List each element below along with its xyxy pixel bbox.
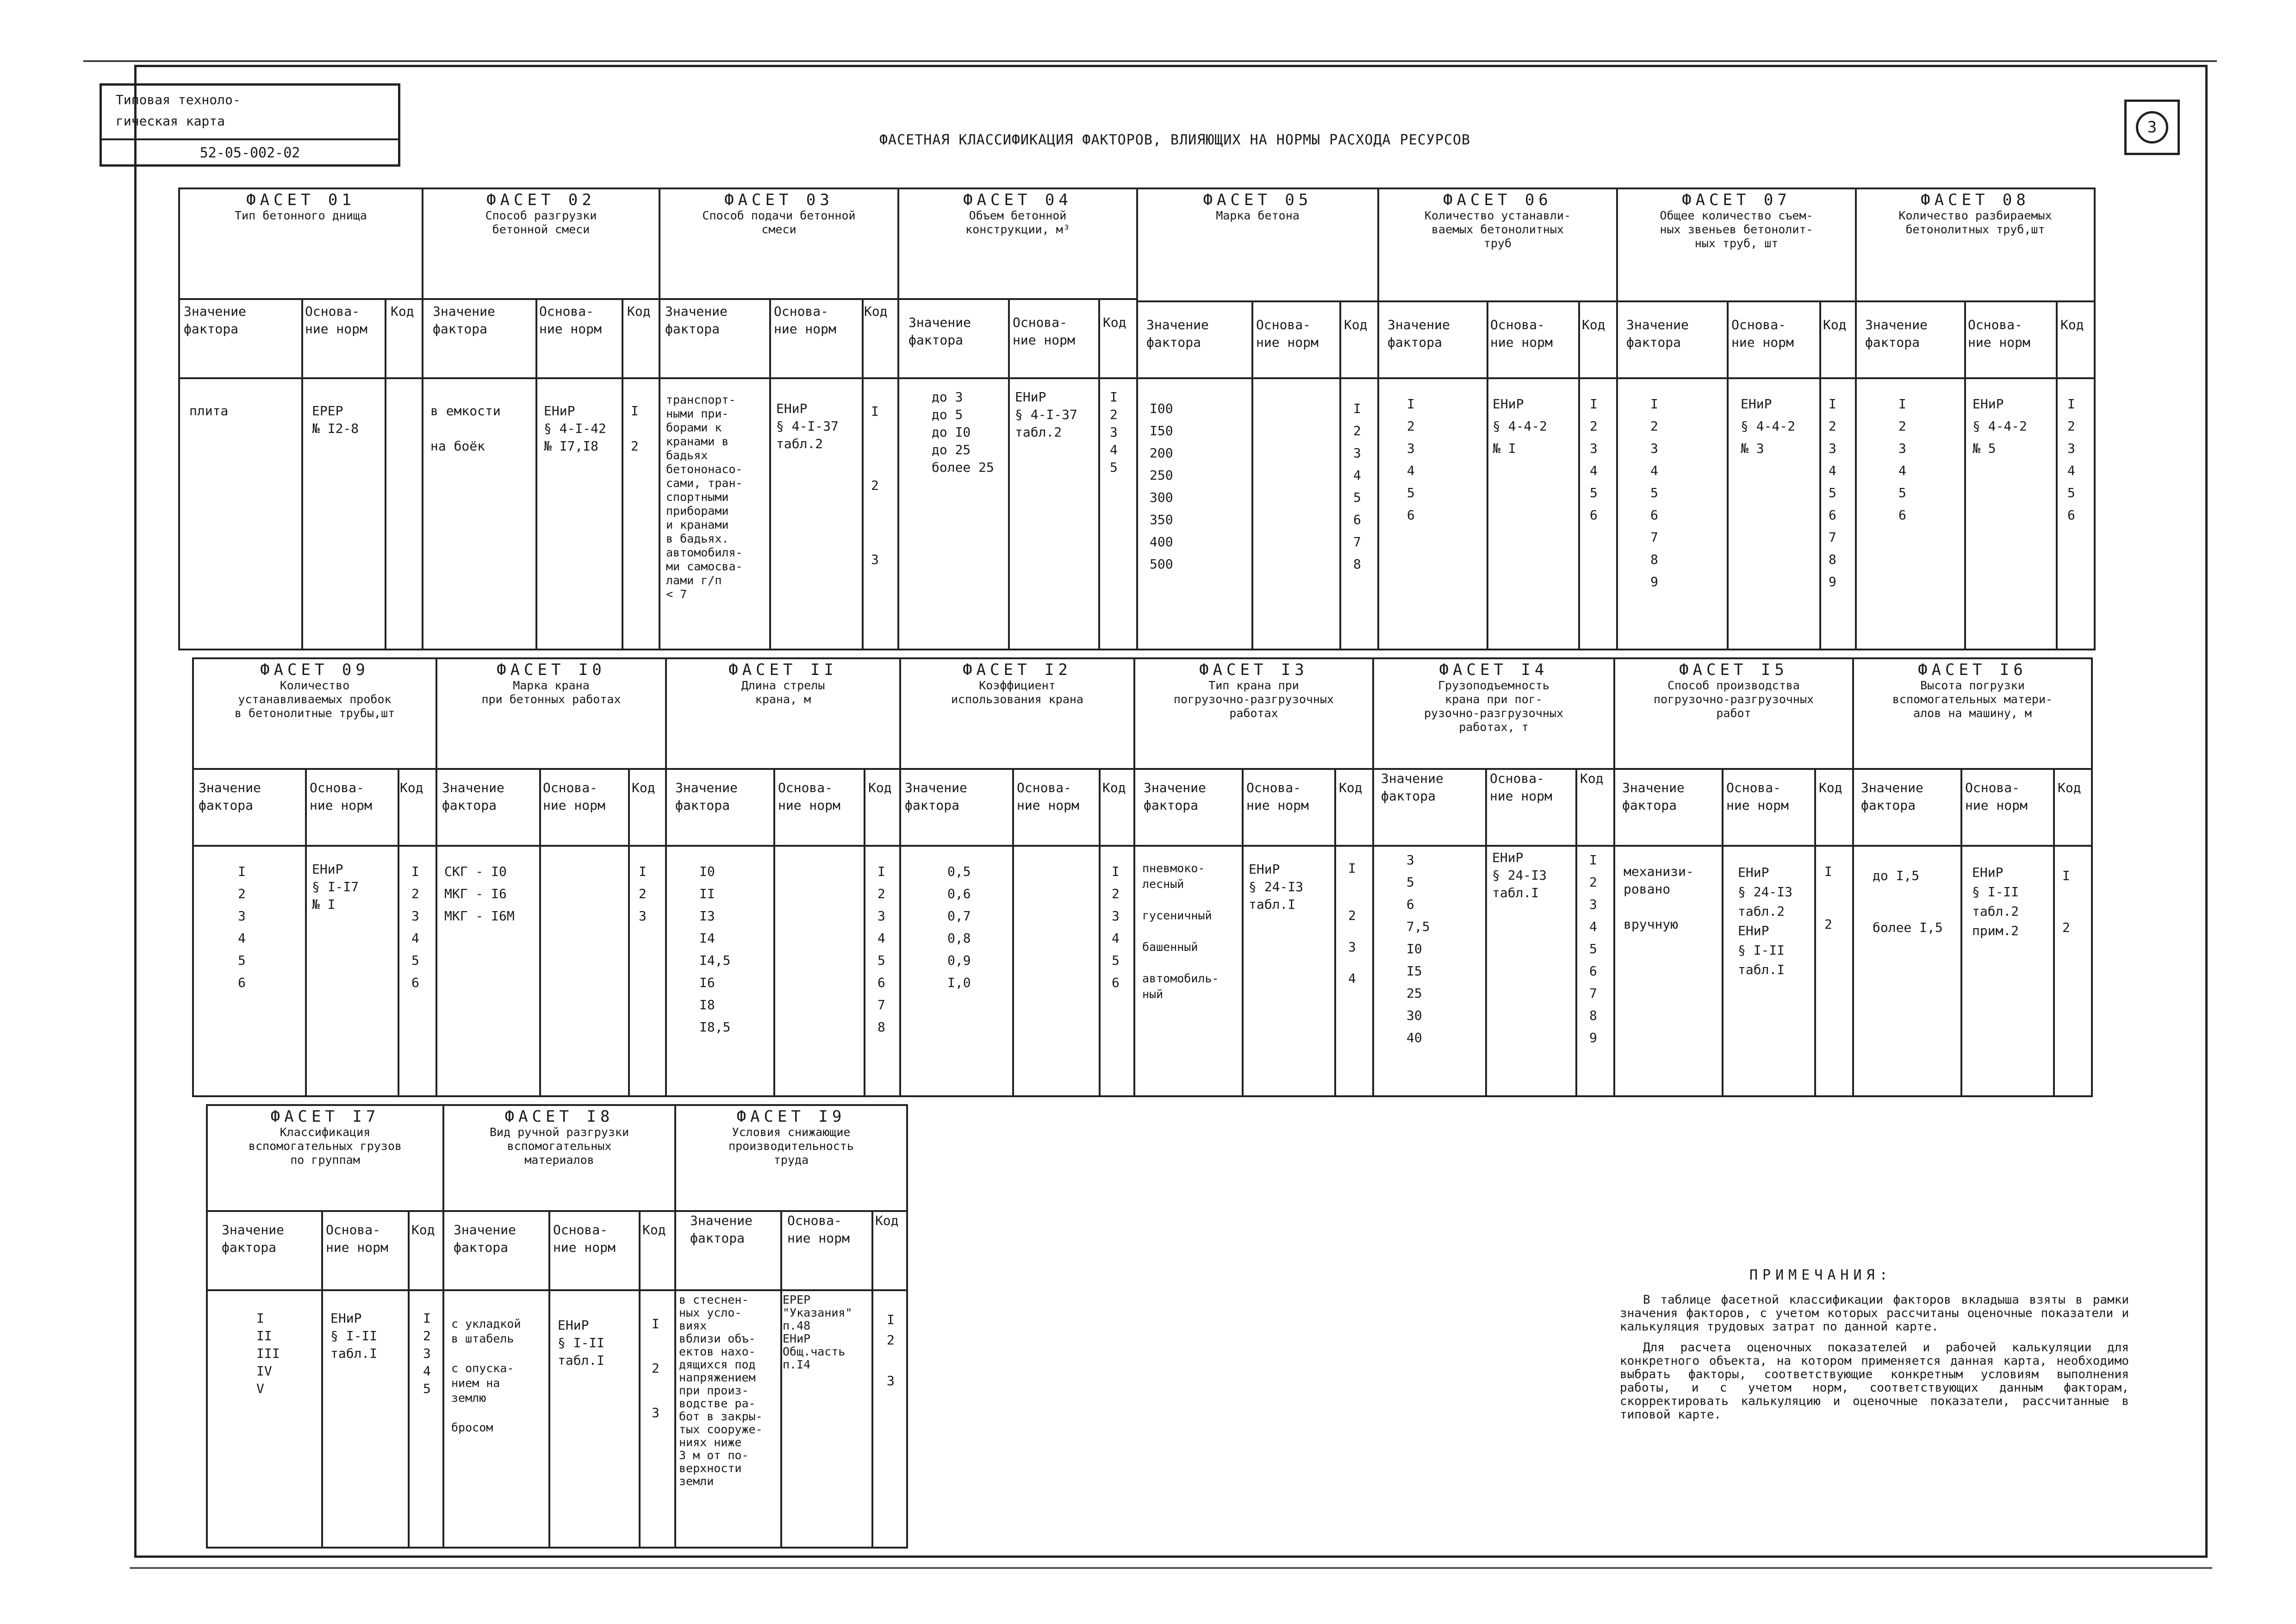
factor-values: транспорт- ными при- борами к кранами в бадьях бетононасо- сами, тран- спортными приборами и кранами в бадьях. автомобиля- ми самосва- лами г/п < 7 bbox=[666, 393, 743, 601]
facet-name: ФАСЕТ 07 bbox=[1682, 191, 1791, 209]
facet-header bbox=[901, 659, 1133, 706]
col-code: Код bbox=[1819, 780, 1842, 795]
facet-13 bbox=[1133, 657, 1374, 1097]
col-basis: Основа- ние норм bbox=[310, 780, 372, 813]
col-value: Значение фактора bbox=[1865, 317, 1928, 350]
facet-11 bbox=[665, 657, 901, 1097]
facet-name: ФАСЕТ I4 bbox=[1439, 661, 1549, 679]
norm-basis: ЕНиР § 4-I-42 № I7,I8 bbox=[544, 403, 606, 454]
facet-name: ФАСЕТ 01 bbox=[246, 191, 355, 209]
column-header-row bbox=[1615, 768, 1852, 847]
col-code: Код bbox=[627, 304, 651, 319]
factor-values: 3 5 6 7,5 I0 I5 25 30 40 bbox=[1406, 852, 1430, 1045]
col-code: Код bbox=[868, 780, 892, 795]
col-code: Код bbox=[864, 304, 888, 319]
facet-name: ФАСЕТ I8 bbox=[504, 1107, 614, 1126]
facet-name: ФАСЕТ I9 bbox=[736, 1107, 846, 1126]
norm-basis: ЕНиР § I-II табл.I bbox=[330, 1311, 378, 1361]
codes: I 2 3 bbox=[639, 864, 647, 924]
col-value: Значение фактора bbox=[1622, 780, 1685, 813]
col-value: Значение фактора bbox=[433, 304, 495, 337]
column-header-row bbox=[437, 768, 665, 847]
col-basis: Основа- ние норм bbox=[774, 304, 836, 337]
factor-values: плита bbox=[189, 403, 229, 418]
facet-15 bbox=[1613, 657, 1854, 1097]
col-basis: Основа- ние норм bbox=[1246, 780, 1309, 813]
norm-basis: ЕНиР § 4-4-2 № 3 bbox=[1741, 396, 1796, 456]
stamp-title bbox=[102, 86, 398, 140]
codes: I 2 bbox=[2062, 868, 2070, 935]
codes: I 2 3 bbox=[887, 1312, 895, 1388]
facet-header bbox=[676, 1106, 906, 1167]
facet-name: ФАСЕТ 05 bbox=[1203, 191, 1313, 209]
facet-header bbox=[1135, 659, 1372, 720]
stamp-code: 52-05-002-02 bbox=[199, 145, 300, 161]
col-value: Значение фактора bbox=[1626, 317, 1689, 350]
factor-values: в емкости на боёк bbox=[430, 403, 501, 454]
facet-header bbox=[444, 1106, 674, 1167]
facet-header bbox=[423, 189, 659, 237]
col-basis: Основа- ние норм bbox=[1256, 317, 1319, 350]
facet-header bbox=[667, 659, 899, 706]
facet-header bbox=[1379, 189, 1616, 250]
facet-header bbox=[1374, 659, 1613, 734]
facet-subtitle: Грузоподъемность крана при пог- рузочно-разгрузочных работах, т bbox=[1424, 679, 1564, 734]
facet-16 bbox=[1852, 657, 2093, 1097]
facet-name: ФАСЕТ II bbox=[728, 661, 838, 679]
norm-basis: ЕНиР § I-II табл.2 прим.2 bbox=[1972, 865, 2019, 938]
col-basis: Основа- ние норм bbox=[787, 1213, 850, 1246]
column-header-row bbox=[1854, 768, 2091, 847]
facet-subtitle: Коэффициент использования крана bbox=[951, 679, 1083, 706]
facet-header bbox=[1615, 659, 1852, 720]
facet-subtitle: Тип бетонного днища bbox=[235, 209, 367, 222]
facet-header bbox=[208, 1106, 442, 1167]
codes: I 2 3 4 5 bbox=[1110, 389, 1118, 475]
facet-subtitle: Способ подачи бетонной смеси bbox=[702, 209, 856, 236]
page-title: ФАСЕТНАЯ КЛАССИФИКАЦИЯ ФАКТОРОВ, ВЛИЯЮЩИХ НА НОРМЫ РАСХОДА РЕСУРСОВ bbox=[879, 132, 1471, 148]
factor-values: СКГ - I0 МКГ - I6 МКГ - I6М bbox=[444, 864, 515, 924]
facet-name: ФАСЕТ 04 bbox=[963, 191, 1072, 209]
facet-19 bbox=[674, 1104, 908, 1549]
col-code: Код bbox=[391, 304, 414, 319]
facet-name: ФАСЕТ I7 bbox=[270, 1107, 380, 1126]
facet-subtitle: Длина стрелы крана, м bbox=[741, 679, 825, 706]
col-code: Код bbox=[1580, 771, 1604, 786]
factor-values: пневмоко- лесный гусеничный башенный автомобиль- ный bbox=[1142, 862, 1219, 1001]
facet-name: ФАСЕТ I2 bbox=[963, 661, 1072, 679]
codes: I 2 bbox=[631, 403, 639, 454]
facet-01 bbox=[178, 187, 423, 650]
notes-paragraph-1: В таблице фасетной классификации факторов вкладыша взяты в рамки значения факторов, с учетом которых рассчитаны оценочные показатели и калькуляция трудовых затрат по данной карте. bbox=[1620, 1293, 2129, 1334]
norm-basis: ЕНиР § 24-I3 табл.I bbox=[1492, 850, 1547, 900]
facet-subtitle: Объем бетонной конструкции, м³ bbox=[965, 209, 1070, 236]
norm-basis: ЕНиР § I-I7 № I bbox=[312, 862, 359, 912]
col-basis: Основа- ние норм bbox=[1013, 315, 1075, 348]
column-header-row bbox=[208, 1210, 442, 1291]
codes: I 2 3 4 5 6 bbox=[1112, 864, 1120, 990]
factor-values: в стеснен- ных усло- виях вблизи объ- ектов нахо- дящихся под напряжением при произ- водстве ра- бот в закры- тых сооруже- ниях ниже 3 м от по- верхности земли bbox=[679, 1293, 763, 1488]
column-header-row bbox=[1374, 768, 1613, 847]
codes: I 2 3 4 5 6 7 8 9 bbox=[1589, 852, 1597, 1045]
facet-subtitle: Вид ручной разгрузки вспомогательных материалов bbox=[489, 1125, 629, 1167]
facet-subtitle: Марка бетона bbox=[1216, 209, 1300, 222]
facet-name: ФАСЕТ I6 bbox=[1918, 661, 2027, 679]
codes: I 2 3 4 5 bbox=[423, 1311, 431, 1396]
codes: I 2 3 bbox=[652, 1316, 660, 1420]
column-header-row bbox=[1138, 300, 1377, 379]
facet-name: ФАСЕТ 02 bbox=[486, 191, 596, 209]
norm-basis: ЕНиР § 4-4-2 № 5 bbox=[1972, 396, 2028, 456]
col-code: Код bbox=[400, 780, 423, 795]
codes: I 2 bbox=[1824, 864, 1832, 932]
col-basis: Основа- ние норм bbox=[1017, 780, 1079, 813]
factor-values: I 2 3 4 5 6 bbox=[238, 864, 246, 990]
facet-18 bbox=[442, 1104, 676, 1549]
codes: I 2 3 4 5 6 7 8 9 bbox=[1829, 396, 1836, 589]
facet-name: ФАСЕТ I5 bbox=[1679, 661, 1788, 679]
facet-header bbox=[437, 659, 665, 706]
norm-basis: ЕНиР § 24-I3 табл.2 ЕНиР § I-II табл.I bbox=[1738, 865, 1793, 977]
norm-basis: ЕНиР § 4-I-37 табл.2 bbox=[776, 401, 839, 451]
norm-basis: ЕНиР § 4-I-37 табл.2 bbox=[1015, 389, 1077, 440]
facet-header bbox=[899, 189, 1136, 237]
norm-basis: ЕНиР § 4-4-2 № I bbox=[1493, 396, 1548, 456]
facet-name: ФАСЕТ I0 bbox=[497, 661, 606, 679]
facet-04 bbox=[897, 187, 1138, 650]
col-basis: Основа- ние норм bbox=[1965, 780, 2028, 813]
col-code: Код bbox=[1339, 780, 1363, 795]
factor-values: 0,5 0,6 0,7 0,8 0,9 I,0 bbox=[947, 864, 971, 990]
facet-header bbox=[1857, 189, 2094, 237]
col-code: Код bbox=[2058, 780, 2081, 795]
norm-basis: ЕРЕР № I2-8 bbox=[312, 403, 359, 436]
facet-name: ФАСЕТ 09 bbox=[260, 661, 369, 679]
col-code: Код bbox=[1102, 780, 1126, 795]
facet-08 bbox=[1855, 187, 2096, 650]
facet-03 bbox=[659, 187, 899, 650]
stamp-block bbox=[100, 83, 400, 167]
factor-values: I 2 3 4 5 6 bbox=[1898, 396, 1906, 523]
col-code: Код bbox=[1582, 317, 1605, 332]
codes: I 2 3 4 5 6 bbox=[1590, 396, 1598, 523]
col-code: Код bbox=[875, 1213, 899, 1228]
stamp-line1: Типовая техноло- bbox=[116, 92, 241, 107]
norm-basis: ЕНиР § I-II табл.I bbox=[558, 1318, 605, 1368]
col-code: Код bbox=[2060, 317, 2084, 332]
facet-subtitle: Количество устанавливаемых пробок в бетонолитные трубы,шт bbox=[234, 679, 395, 720]
col-basis: Основа- ние норм bbox=[1490, 317, 1553, 350]
notes-block bbox=[1620, 1268, 2129, 1429]
col-code: Код bbox=[1103, 315, 1126, 330]
col-value: Значение фактора bbox=[199, 780, 261, 813]
facet-07 bbox=[1616, 187, 1857, 650]
facet-name: ФАСЕТ I3 bbox=[1199, 661, 1308, 679]
factor-values: I II III IV V bbox=[256, 1311, 280, 1396]
factor-values: с укладкой в штабель с опуска- нием на землю бросом bbox=[451, 1317, 521, 1434]
col-value: Значение фактора bbox=[222, 1222, 284, 1255]
col-basis: Основа- ние норм bbox=[543, 780, 605, 813]
col-value: Значение фактора bbox=[665, 304, 728, 337]
norm-basis: ЕРЕР "Указания" п.48 ЕНиР Общ.часть п.I4 bbox=[783, 1293, 852, 1371]
page-number-box bbox=[2124, 100, 2180, 155]
notes-heading: ПРИМЕЧАНИЯ: bbox=[1749, 1267, 1892, 1283]
facet-header bbox=[1138, 189, 1377, 223]
col-value: Значение фактора bbox=[1381, 771, 1444, 804]
codes: I 2 3 4 5 6 bbox=[411, 864, 419, 990]
facet-header bbox=[1854, 659, 2091, 720]
col-code: Код bbox=[1823, 317, 1847, 332]
facet-02 bbox=[422, 187, 660, 650]
page-number: 3 bbox=[2136, 111, 2168, 144]
facet-05 bbox=[1136, 187, 1379, 650]
facet-subtitle: Тип крана при погрузочно-разгрузочных работах bbox=[1173, 679, 1334, 720]
col-value: Значение фактора bbox=[908, 315, 971, 348]
col-basis: Основа- ние норм bbox=[1968, 317, 2030, 350]
col-code: Код bbox=[642, 1222, 666, 1237]
facet-14 bbox=[1372, 657, 1615, 1097]
col-value: Значение фактора bbox=[690, 1213, 753, 1246]
col-value: Значение фактора bbox=[1861, 780, 1923, 813]
column-header-row bbox=[1857, 300, 2094, 379]
notes-paragraph-2: Для расчета оценочных показателей и рабочей калькуляции для конкретного объекта, на котором применяется данная карта, необходимо выбрать факторы, соответствующие конкретным условиям выполнения работы, и с учетом норм, соответствующих данным факторам, скорректировать калькуляцию и оценочные показатели, рассчитанные в типовой карте. bbox=[1620, 1341, 2129, 1422]
col-value: Значение фактора bbox=[1146, 317, 1209, 350]
col-value: Значение фактора bbox=[1144, 780, 1206, 813]
col-basis: Основа- ние норм bbox=[1726, 780, 1789, 813]
col-value: Значение фактора bbox=[675, 780, 738, 813]
facet-subtitle: Условия снижающие производительность труда bbox=[728, 1125, 854, 1167]
factor-values: I0 II I3 I4 I4,5 I6 I8 I8,5 bbox=[699, 864, 731, 1035]
codes: I 2 3 4 5 6 7 8 bbox=[1353, 401, 1361, 572]
col-value: Значение фактора bbox=[184, 304, 246, 337]
factor-values: до I,5 более I,5 bbox=[1873, 868, 1943, 935]
col-basis: Основа- ние норм bbox=[1490, 771, 1552, 804]
top-rule bbox=[83, 60, 2217, 62]
facet-10 bbox=[436, 657, 667, 1097]
col-value: Значение фактора bbox=[454, 1222, 516, 1255]
facet-header bbox=[194, 659, 436, 720]
facet-name: ФАСЕТ 08 bbox=[1921, 191, 2030, 209]
col-value: Значение фактора bbox=[1388, 317, 1450, 350]
factor-values: I00 I50 200 250 300 350 400 500 bbox=[1150, 401, 1173, 572]
facet-name: ФАСЕТ 06 bbox=[1443, 191, 1552, 209]
col-value: Значение фактора bbox=[905, 780, 967, 813]
column-header-row bbox=[1379, 300, 1616, 379]
codes: I 2 3 bbox=[871, 404, 879, 567]
col-basis: Основа- ние норм bbox=[778, 780, 840, 813]
factor-values: до 3 до 5 до I0 до 25 более 25 bbox=[932, 389, 994, 475]
codes: I 2 3 4 5 6 bbox=[2067, 396, 2075, 523]
column-header-row bbox=[1135, 768, 1372, 847]
facet-12 bbox=[899, 657, 1135, 1097]
bottom-rule bbox=[130, 1567, 2212, 1569]
column-header-row bbox=[899, 298, 1136, 379]
facet-06 bbox=[1377, 187, 1618, 650]
facet-name: ФАСЕТ 03 bbox=[724, 191, 834, 209]
facet-subtitle: Марка крана при бетонных работах bbox=[481, 679, 621, 706]
facet-subtitle: Способ разгрузки бетонной смеси bbox=[485, 209, 597, 236]
facet-header bbox=[1618, 189, 1855, 250]
col-code: Код bbox=[632, 780, 655, 795]
col-code: Код bbox=[411, 1222, 435, 1237]
facet-subtitle: Способ производства погрузочно-разгрузочных работ bbox=[1653, 679, 1814, 720]
codes: I 2 3 4 5 6 7 8 bbox=[877, 864, 885, 1035]
factor-values: I 2 3 4 5 6 bbox=[1407, 396, 1415, 523]
col-code: Код bbox=[1344, 317, 1368, 332]
facet-subtitle: Высота погрузки вспомогательных матери- алов на машину, м bbox=[1892, 679, 2053, 720]
col-basis: Основа- ние норм bbox=[326, 1222, 388, 1255]
col-basis: Основа- ние норм bbox=[553, 1222, 616, 1255]
facet-subtitle: Количество устанавли- ваемых бетонолитных труб bbox=[1424, 209, 1571, 250]
facet-header bbox=[660, 189, 897, 237]
facet-09 bbox=[192, 657, 437, 1097]
factor-values: I 2 3 4 5 6 7 8 9 bbox=[1650, 396, 1658, 589]
codes: I 2 3 4 bbox=[1348, 861, 1356, 986]
facet-header bbox=[180, 189, 422, 223]
col-value: Значение фактора bbox=[442, 780, 504, 813]
factor-values: механизи- ровано вручную bbox=[1624, 864, 1694, 932]
stamp-line2: гическая карта bbox=[116, 113, 225, 129]
facet-subtitle: Классификация вспомогательных грузов по группам bbox=[248, 1125, 402, 1167]
facet-subtitle: Общее количество съем- ных звеньев бетонолит- ных труб, шт bbox=[1660, 209, 1813, 250]
col-basis: Основа- ние норм bbox=[305, 304, 367, 337]
norm-basis: ЕНиР § 24-I3 табл.I bbox=[1249, 862, 1304, 912]
col-basis: Основа- ние норм bbox=[1731, 317, 1794, 350]
facet-subtitle: Количество разбираемых бетонолитных труб,шт bbox=[1898, 209, 2052, 236]
facet-17 bbox=[206, 1104, 444, 1549]
col-basis: Основа- ние норм bbox=[539, 304, 602, 337]
